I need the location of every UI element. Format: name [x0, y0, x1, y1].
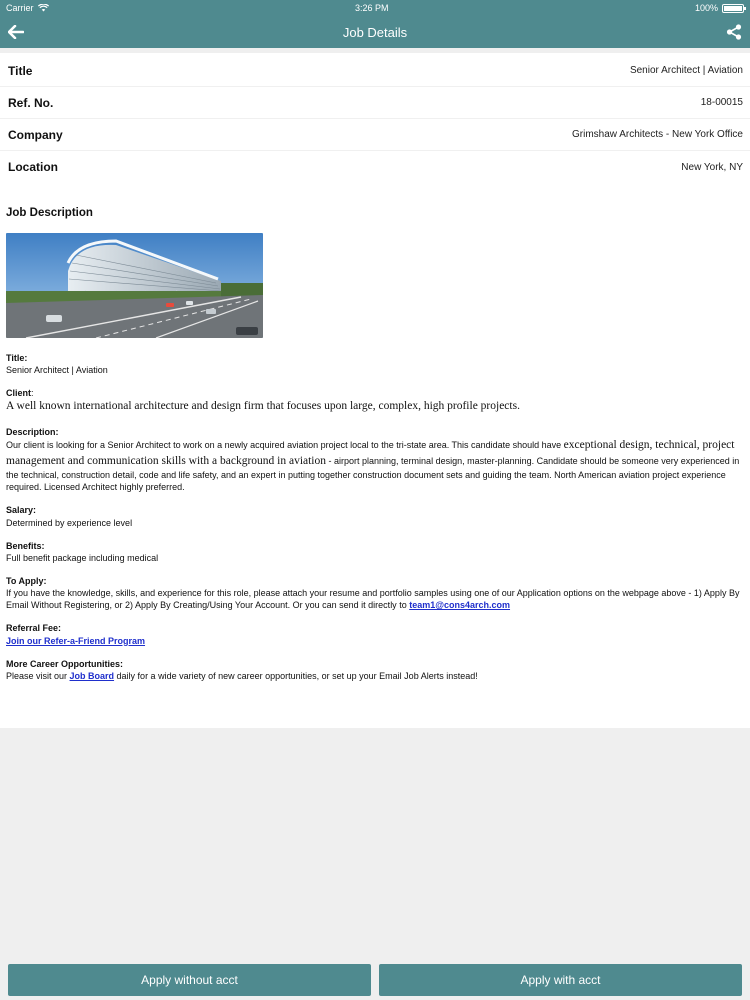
desc-client-label: Client	[6, 388, 32, 399]
desc-apply-label: To Apply:	[6, 575, 47, 586]
apply-without-account-button[interactable]: Apply without acct	[8, 964, 371, 996]
wifi-icon	[38, 4, 49, 12]
job-board-link[interactable]: Job Board	[69, 670, 115, 681]
desc-title-label: Title:	[6, 353, 28, 363]
job-details-content	[0, 53, 750, 728]
detail-row-ref-no	[0, 87, 750, 119]
status-bar	[0, 0, 750, 16]
desc-title-value: Senior Architect | Aviation	[6, 365, 108, 376]
desc-more-block	[6, 658, 744, 682]
building-photo	[6, 233, 263, 338]
job-description-body	[0, 338, 750, 682]
status-left	[6, 3, 49, 13]
desc-description-block	[6, 426, 744, 493]
carrier-label: Carrier	[6, 3, 34, 13]
detail-row-title	[0, 55, 750, 87]
detail-label: Title	[8, 63, 33, 78]
refer-a-friend-link[interactable]: Join our Refer-a-Friend Program	[6, 635, 146, 646]
detail-value: 18-00015	[700, 97, 743, 108]
detail-rows	[0, 53, 750, 183]
detail-value: Grimshaw Architects - New York Office	[572, 129, 743, 140]
desc-description-part1: Our client is looking for a Senior Architect to work on a newly acquired aviation project local to the tri-state area. This candidate should have	[6, 440, 564, 451]
desc-salary-value: Determined by experience level	[6, 517, 133, 528]
status-right	[695, 3, 744, 13]
desc-client-label-wrap	[6, 388, 34, 398]
desc-more-text-before: Please visit our	[6, 670, 70, 681]
share-button[interactable]	[724, 22, 744, 42]
desc-apply-block	[6, 575, 744, 611]
desc-salary-label: Salary:	[6, 505, 37, 516]
desc-client-colon: :	[31, 388, 34, 399]
nav-bar	[0, 16, 750, 48]
desc-referral-label: Referral Fee:	[6, 623, 62, 634]
desc-apply-text: If you have the knowledge, skills, and experience for this role, please attach your resume and portfolio samples using one of our Application options on the webpage above - 1) Apply By Email Without Registering, or 2) Apply By Creating/Using Your Account. Or you can send it directly to	[6, 588, 740, 611]
status-time: 3:26 PM	[354, 3, 389, 13]
desc-salary-block	[6, 504, 744, 528]
job-description-heading: Job Description	[6, 207, 93, 219]
apply-with-account-button[interactable]: Apply with acct	[379, 964, 742, 996]
desc-benefits-label: Benefits:	[6, 540, 45, 551]
back-button[interactable]	[6, 22, 26, 42]
battery-icon	[722, 4, 744, 13]
desc-referral-block	[6, 622, 744, 646]
detail-row-location	[0, 151, 750, 183]
desc-client-value: A well known international architecture and design firm that focuses upon large, complex, high profile projects.	[6, 400, 520, 413]
bottom-action-bar	[0, 958, 750, 1000]
desc-description-label: Description:	[6, 426, 59, 437]
desc-benefits-value: Full benefit package including medical	[6, 552, 159, 563]
desc-benefits-block	[6, 540, 744, 564]
desc-title-block	[6, 352, 744, 376]
detail-label: Company	[8, 127, 63, 142]
desc-description-serif: exceptional design, technical, project management and communication skills with a background in aviation	[6, 439, 735, 467]
share-icon	[726, 24, 742, 40]
battery-percent: 100%	[694, 3, 718, 13]
desc-more-label: More Career Opportunities:	[6, 658, 124, 669]
desc-client-block	[6, 387, 744, 415]
detail-value: New York, NY	[681, 161, 743, 173]
detail-row-company	[0, 119, 750, 151]
detail-label: Ref. No.	[8, 95, 54, 110]
detail-label: Location	[8, 160, 58, 174]
desc-more-text-after: daily for a wide variety of new career opportunities, or set up your Email Job Alerts instead!	[114, 670, 478, 681]
desc-description-part2: - airport planning, terminal design, master-planning. Candidate should be someone very experienced in the technical, construction detail, code and life safety, and an expert in putting together construction document sets and guiding the team. North American aviation project experience required. Licensed Architect highly preferred.	[6, 455, 740, 493]
page-title: Job Details	[342, 24, 408, 40]
arrow-left-icon	[8, 25, 24, 39]
detail-value: Senior Architect | Aviation	[629, 65, 743, 76]
top-bar	[0, 0, 750, 48]
apply-email-link[interactable]: team1@cons4arch.com	[409, 600, 511, 611]
